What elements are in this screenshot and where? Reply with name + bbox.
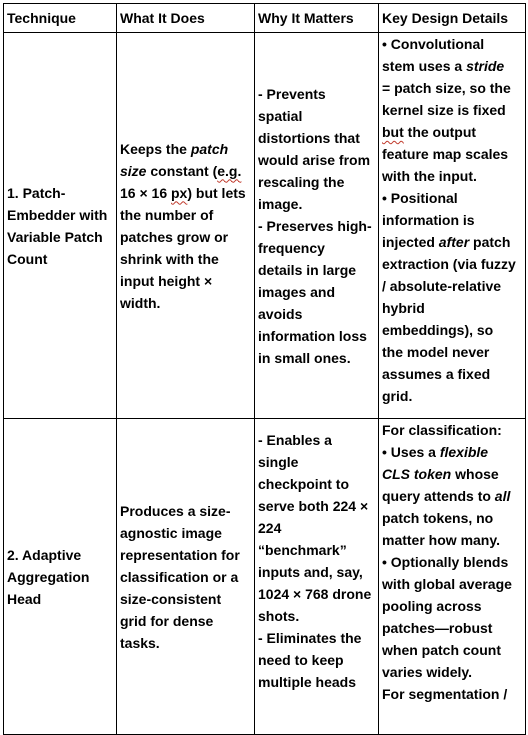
- text-segment: the output: [403, 124, 477, 140]
- cell-line: [120, 588, 252, 610]
- cell-line: rescaling the: [258, 173, 345, 190]
- cell-line: information loss: [258, 327, 367, 344]
- text-segment: after: [438, 234, 470, 250]
- cell-line: need to keep: [258, 652, 344, 668]
- text-segment: kernel size is fixed: [382, 102, 506, 118]
- text-segment: stride: [466, 58, 505, 74]
- text-segment: whose: [451, 466, 499, 482]
- cell-line: [120, 292, 252, 314]
- text-segment: • Positional: [382, 190, 458, 206]
- cell-line: [382, 595, 523, 617]
- cell-line: spatial: [258, 107, 303, 124]
- text-segment: size: [120, 162, 147, 179]
- cell-line: checkpoint to: [258, 476, 350, 492]
- cell-line: Embedder with: [7, 206, 108, 223]
- cell-line: “benchmark”: [258, 542, 347, 558]
- text-segment: constant (: [146, 162, 218, 179]
- cell-line: [382, 77, 523, 99]
- why-it-matters-cell: [255, 33, 379, 419]
- cell-line: [382, 661, 523, 683]
- cell-line: frequency: [258, 239, 325, 256]
- text-segment: all: [494, 488, 511, 504]
- cell-line: [382, 99, 523, 121]
- cell-line: [382, 363, 523, 385]
- key-design-details-cell: [379, 33, 526, 419]
- cell-line: single: [258, 454, 299, 470]
- cell-line: [382, 639, 523, 661]
- text-segment: Keeps the: [120, 140, 191, 157]
- cell-line: - Preserves high-: [258, 217, 372, 234]
- cell-line: [382, 319, 523, 341]
- what-it-does-cell: [117, 419, 255, 735]
- text-segment: shrink with the: [120, 250, 219, 267]
- cell-line: image.: [258, 195, 303, 212]
- key-design-details-cell: [379, 419, 526, 735]
- cell-line: distortions that: [258, 129, 360, 146]
- cell-line: [120, 270, 252, 292]
- text-segment: varies widely.: [382, 664, 473, 680]
- text-segment: grid for dense: [120, 612, 214, 629]
- cell-line: [382, 143, 523, 165]
- text-segment: size-consistent: [120, 590, 222, 607]
- text-segment: • Uses a: [382, 444, 440, 460]
- header-what-it-does: What It Does: [117, 4, 255, 33]
- text-segment: with the input.: [382, 168, 477, 184]
- text-segment: For classification:: [382, 422, 502, 438]
- table-row: [4, 419, 526, 735]
- text-segment: CLS token: [382, 466, 452, 482]
- cell-line: [120, 566, 252, 588]
- text-segment: hybrid: [382, 300, 425, 316]
- cell-line: [382, 33, 523, 55]
- techniques-table: [3, 3, 526, 735]
- text-segment: information is: [382, 212, 475, 228]
- cell-line: Aggregation: [7, 568, 90, 585]
- text-segment: representation for: [120, 546, 240, 563]
- cell-line: Variable Patch: [7, 228, 103, 245]
- cell-line: [382, 55, 523, 77]
- table-header-row: [4, 4, 526, 33]
- cell-line: 1. Patch-: [7, 184, 66, 201]
- header-why-it-matters: Why It Matters: [255, 4, 379, 33]
- text-segment: Produces a size-: [120, 502, 231, 519]
- text-segment: / absolute-relative: [382, 278, 502, 294]
- cell-line: - Eliminates the: [258, 630, 362, 646]
- cell-line: [382, 419, 523, 441]
- cell-line: Count: [7, 250, 48, 267]
- cell-line: [120, 248, 252, 270]
- cell-line: [382, 187, 523, 209]
- cell-line: [382, 617, 523, 639]
- text-segment: when patch count: [382, 642, 501, 658]
- text-segment: classification or a: [120, 568, 239, 585]
- cell-line: [120, 610, 252, 632]
- cell-line: 1024 × 768 drone: [258, 586, 372, 602]
- cell-line: - Enables a: [258, 432, 332, 448]
- cell-line: [382, 231, 523, 253]
- cell-line: - Prevents: [258, 85, 326, 102]
- cell-line: 224: [258, 520, 282, 536]
- text-segment: injected: [382, 234, 439, 250]
- text-segment: patches grow or: [120, 228, 229, 245]
- cell-line: [382, 485, 523, 507]
- text-segment: assumes a fixed: [382, 366, 491, 382]
- cell-line: [382, 463, 523, 485]
- text-segment: the number of: [120, 206, 214, 223]
- text-segment: • Convolutional: [382, 36, 485, 52]
- cell-line: serve both 224 ×: [258, 498, 369, 514]
- cell-line: Head: [7, 590, 42, 607]
- cell-line: avoids: [258, 305, 303, 322]
- text-segment: grid.: [382, 388, 413, 404]
- cell-line: [382, 253, 523, 275]
- text-segment: 16 × 16: [120, 184, 171, 201]
- cell-line: [120, 632, 252, 654]
- cell-line: [120, 500, 252, 522]
- why-it-matters-cell: [255, 419, 379, 735]
- text-segment: agnostic image: [120, 524, 222, 541]
- what-it-does-cell: [117, 33, 255, 419]
- cell-line: in small ones.: [258, 349, 351, 366]
- text-segment: query attends to: [382, 488, 495, 504]
- text-segment: with global average: [382, 576, 512, 592]
- text-segment: width.: [120, 294, 161, 311]
- cell-line: [382, 341, 523, 363]
- technique-cell: [4, 33, 117, 419]
- text-segment: ) but lets: [187, 184, 246, 201]
- text-segment: patch: [469, 234, 511, 250]
- text-segment: • Optionally blends: [382, 554, 509, 570]
- cell-line: shots.: [258, 608, 300, 624]
- cell-line: [120, 226, 252, 248]
- text-segment: patch: [190, 140, 229, 157]
- cell-line: [120, 182, 252, 204]
- cell-line: [382, 297, 523, 319]
- text-segment: patch tokens, no: [382, 510, 494, 526]
- text-segment: patches—robust: [382, 620, 493, 636]
- cell-line: [120, 522, 252, 544]
- spellcheck-flagged-text: but: [382, 124, 404, 140]
- cell-line: [382, 165, 523, 187]
- text-segment: feature map scales: [382, 146, 509, 162]
- cell-line: [382, 529, 523, 551]
- cell-line: [120, 204, 252, 226]
- cell-line: inputs and, say,: [258, 564, 363, 580]
- cell-line: [120, 160, 252, 182]
- cell-line: [382, 441, 523, 463]
- text-segment: tasks.: [120, 634, 160, 651]
- text-segment: pooling across: [382, 598, 482, 614]
- cell-line: multiple heads: [258, 674, 357, 690]
- cell-line: [382, 683, 523, 705]
- cell-line: [382, 551, 523, 573]
- cell-line: 2. Adaptive: [7, 546, 82, 563]
- cell-line: [120, 544, 252, 566]
- text-segment: embeddings), so: [382, 322, 494, 338]
- table-row: [4, 33, 526, 419]
- text-segment: stem uses a: [382, 58, 467, 74]
- cell-line: [382, 209, 523, 231]
- cell-line: [120, 138, 252, 160]
- cell-line: images and: [258, 283, 336, 300]
- text-segment: flexible: [439, 444, 489, 460]
- header-key-design-details: Key Design Details: [379, 4, 526, 33]
- header-technique: Technique: [4, 4, 117, 33]
- text-segment: = patch size, so the: [382, 80, 511, 96]
- text-segment: matter how many.: [382, 532, 500, 548]
- cell-line: [382, 507, 523, 529]
- spellcheck-flagged-text: px: [171, 184, 188, 201]
- cell-line: [382, 573, 523, 595]
- technique-cell: [4, 419, 117, 735]
- text-segment: extraction (via fuzzy: [382, 256, 516, 272]
- cell-line: [382, 121, 523, 143]
- text-segment: input height ×: [120, 272, 213, 289]
- cell-line: would arise from: [258, 151, 371, 168]
- cell-line: details in large: [258, 261, 357, 278]
- spellcheck-flagged-text: e.g.: [217, 162, 242, 179]
- cell-line: [382, 275, 523, 297]
- cell-line: [382, 385, 523, 407]
- text-segment: the model never: [382, 344, 490, 360]
- text-segment: For segmentation /: [382, 686, 508, 702]
